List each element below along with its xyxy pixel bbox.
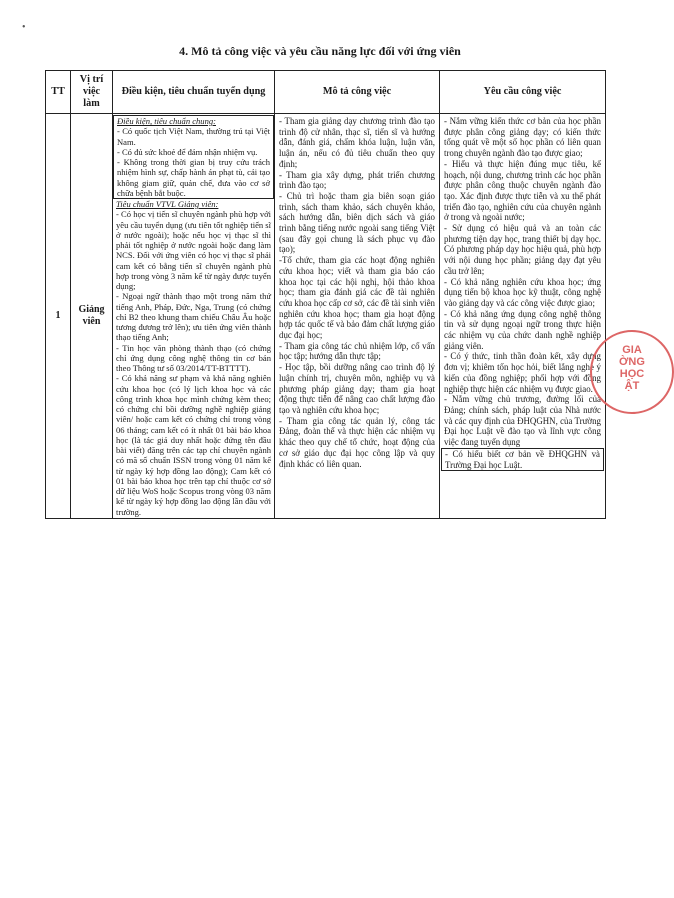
description-item: - Chủ trì hoặc tham gia biên soạn giáo trình, sách tham khảo, sách chuyên khảo, sách hướng dẫn, biên dịch sách và giáo trình bằng tiếng nước ngoài sang tiếng Việt (sau đây gọi chung là sách phục vụ đào tạo);	[279, 190, 435, 255]
general-conditions-box	[113, 115, 274, 199]
stamp-text: GIA	[622, 344, 642, 356]
header-conditions: Điều kiện, tiêu chuẩn tuyển dụng	[113, 71, 275, 114]
description-item: - Tham gia công tác chủ nhiệm lớp, cố vấn học tập; hướng dẫn thực tập;	[279, 340, 435, 362]
requirement-item: - Có hiểu biết cơ bản về ĐHQGHN và Trường Đại học Luật.	[445, 448, 600, 470]
general-condition-item: - Không trong thời gian bị truy cứu trách nhiệm hình sự, chấp hành án phạt tù, cải tạo không giam giữ, quản chế, đưa vào cơ sở chữa bệnh bắt buộc.	[117, 157, 270, 198]
header-description: Mô tả công việc	[275, 71, 440, 114]
conditions-cell	[113, 114, 275, 519]
corner-mark: •	[22, 22, 26, 33]
lecturer-criteria-item: - Ngoại ngữ thành thạo một trong năm thứ tiếng Anh, Pháp, Đức, Nga, Trung (có chứng chỉ B2 theo khung tham chiếu Châu Âu hoặc tương đương trở lên); ưu tiên ứng viên thành thạo tiếng Anh;	[116, 291, 271, 343]
header-position: Vị trí việc làm	[71, 71, 113, 114]
job-table	[45, 70, 606, 519]
requirements-cell	[440, 114, 606, 519]
lecturer-criteria-item: - Có khả năng sư phạm và khả năng nghiên cứu khoa học (có lý lịch khoa học và các công trình khoa học mình chứng kèm theo; có chứng chỉ bồi dưỡng nghề nghiệp giảng viên/ hoặc cam kết có chứng chỉ trong vòng 06 tháng; cam kết có ít nhất 01 bài báo khoa học (là tác giả duy nhất hoặc đứng tên đầu bài viết) đăng trên các tạp chí chuyên ngành có mã số chuẩn ISSN trong vòng 01 năm kể từ ngày ký hợp đồng lao động); Cam kết có 01 bài báo khoa học trên tạp chí thuộc cơ sở dữ liệu WoS hoặc Scopus trong vòng 03 năm kể từ ngày ký hợp đồng lao động lần đầu với trường.	[116, 373, 271, 517]
description-item: - Học tập, bồi dưỡng nâng cao trình độ lý luận chính trị, chuyên môn, nghiệp vụ và phương pháp giảng dạy; tham gia hoạt động thực tiễn để nâng cao chất lượng đào tạo và nghiên cứu khoa học;	[279, 362, 435, 415]
general-condition-item: - Có quốc tịch Việt Nam, thường trú tại Việt Nam.	[117, 126, 270, 147]
stamp-text: HỌC	[619, 368, 645, 380]
header-tt: TT	[46, 71, 71, 114]
description-item: - Tham gia xây dựng, phát triển chương trình đào tạo;	[279, 169, 435, 191]
requirement-item: - Nắm vững chủ trương, đường lối của Đảng; chính sách, pháp luật của Nhà nước và các quy định của ĐHQGHN, của Trường Đại học Luật về đào tạo và lĩnh vực công việc đang tuyển dụng	[444, 394, 601, 448]
lecturer-criteria-title: Tiêu chuẩn VTVL Giảng viên:	[116, 199, 219, 209]
stamp-text: ẬT	[624, 380, 640, 392]
description-item: - Tham gia giảng dạy chương trình đào tạo trình độ cử nhân, thạc sĩ, tiến sĩ và hướng dẫn, đánh giá, chấm khóa luận, luận văn, luận án, nếu có đủ tiêu chuẩn theo quy định;	[279, 116, 435, 169]
requirement-item: - Có khả năng ứng dụng công nghệ thông tin và sử dụng ngoại ngữ trong thực hiện các nhiệm vụ của chức danh nghề nghiệp giảng viên.	[444, 308, 601, 351]
general-conditions-title: Điều kiện, tiêu chuẩn chung:	[117, 116, 216, 126]
requirement-item: - Có ý thức, tinh thần đoàn kết, xây dựng đơn vị; khiêm tốn học hỏi, biết lắng nghe ý kiến của đồng nghiệp; phối hợp với đồng nghiệp thực hiện các nhiệm vụ được giao.	[444, 351, 601, 394]
requirement-item: - Có khả năng nghiên cứu khoa học; ứng dụng tiến bộ khoa học kỹ thuật, công nghệ vào giảng dạy và các công việc được giao;	[444, 276, 601, 308]
table-row	[46, 114, 606, 519]
requirement-item: - Hiểu và thực hiện đúng mục tiêu, kế hoạch, nội dung, chương trình các học phần được phân công thuộc chuyên ngành đào tạo. Xác định được thực tiễn và xu thế phát triển đào tạo, nghiên cứu của chuyên ngành ở trong và ngoài nước;	[444, 158, 601, 223]
description-cell	[275, 114, 440, 519]
row-tt: 1	[46, 114, 71, 519]
description-item: - Tham gia công tác quản lý, công tác Đảng, đoàn thể và thực hiện các nhiệm vụ khác theo quy chế tổ chức, hoạt động của cơ sở giáo dục đại học công lập và quy định khác có liên quan.	[279, 415, 435, 469]
requirement-item: - Nắm vững kiến thức cơ bản của học phần được phân công giảng dạy; có kiến thức tổng quát về một số học phần có liên quan trong chuyên ngành đào tạo được giao;	[444, 116, 601, 159]
general-condition-item: - Có đủ sức khoẻ để đảm nhận nhiệm vụ.	[117, 146, 258, 157]
university-seal-stamp	[590, 330, 674, 414]
description-item: -Tổ chức, tham gia các hoạt động nghiên cứu khoa học; viết và tham gia báo cáo khoa học tại các hội nghị, hội thảo khoa học; tham gia đánh giá các đề tài nghiên cứu khoa học cấp cơ sở, các đề tài sinh viên nghiên cứu khoa học; tham gia hoạt động hợp tác quốc tế và bảo đảm chất lượng giáo dục đại học;	[279, 255, 435, 341]
section-heading: 4. Mô tả công việc và yêu cầu năng lực đối với ứng viên	[179, 44, 461, 58]
lecturer-criteria-item: - Tin học văn phòng thành thạo (có chứng chỉ ứng dụng công nghệ thông tin cơ bản theo Thông tư số 03/2014/TT-BTTTT).	[116, 342, 271, 373]
row-position: Giảng viên	[71, 114, 113, 519]
stamp-text: ỜNG	[619, 356, 645, 368]
table-header-row	[46, 71, 606, 114]
requirement-box	[441, 448, 604, 471]
header-requirements: Yêu cầu công việc	[440, 71, 606, 114]
lecturer-criteria-item: - Có học vị tiến sĩ chuyên ngành phù hợp với yêu cầu tuyển dụng (ưu tiên tốt nghiệp tiến sĩ ở nước ngoài); hoặc nếu học vị thạc sĩ thì phải tốt nghiệp ở nước ngoài hoặc đang làm NCS. Đối với ứng viên có học vị thạc sĩ phải cam kết có bằng tiến sĩ chuyên ngành phù hợp trong vòng 3 năm kể từ ngày được tuyển dụng;	[116, 209, 271, 291]
requirement-item: - Sử dụng có hiệu quả và an toàn các phương tiện dạy học, trang thiết bị dạy học. Có phương pháp dạy học hiệu quả, phù hợp với nội dung học phần; giảng dạy đạt yêu cầu trở lên;	[444, 223, 601, 276]
